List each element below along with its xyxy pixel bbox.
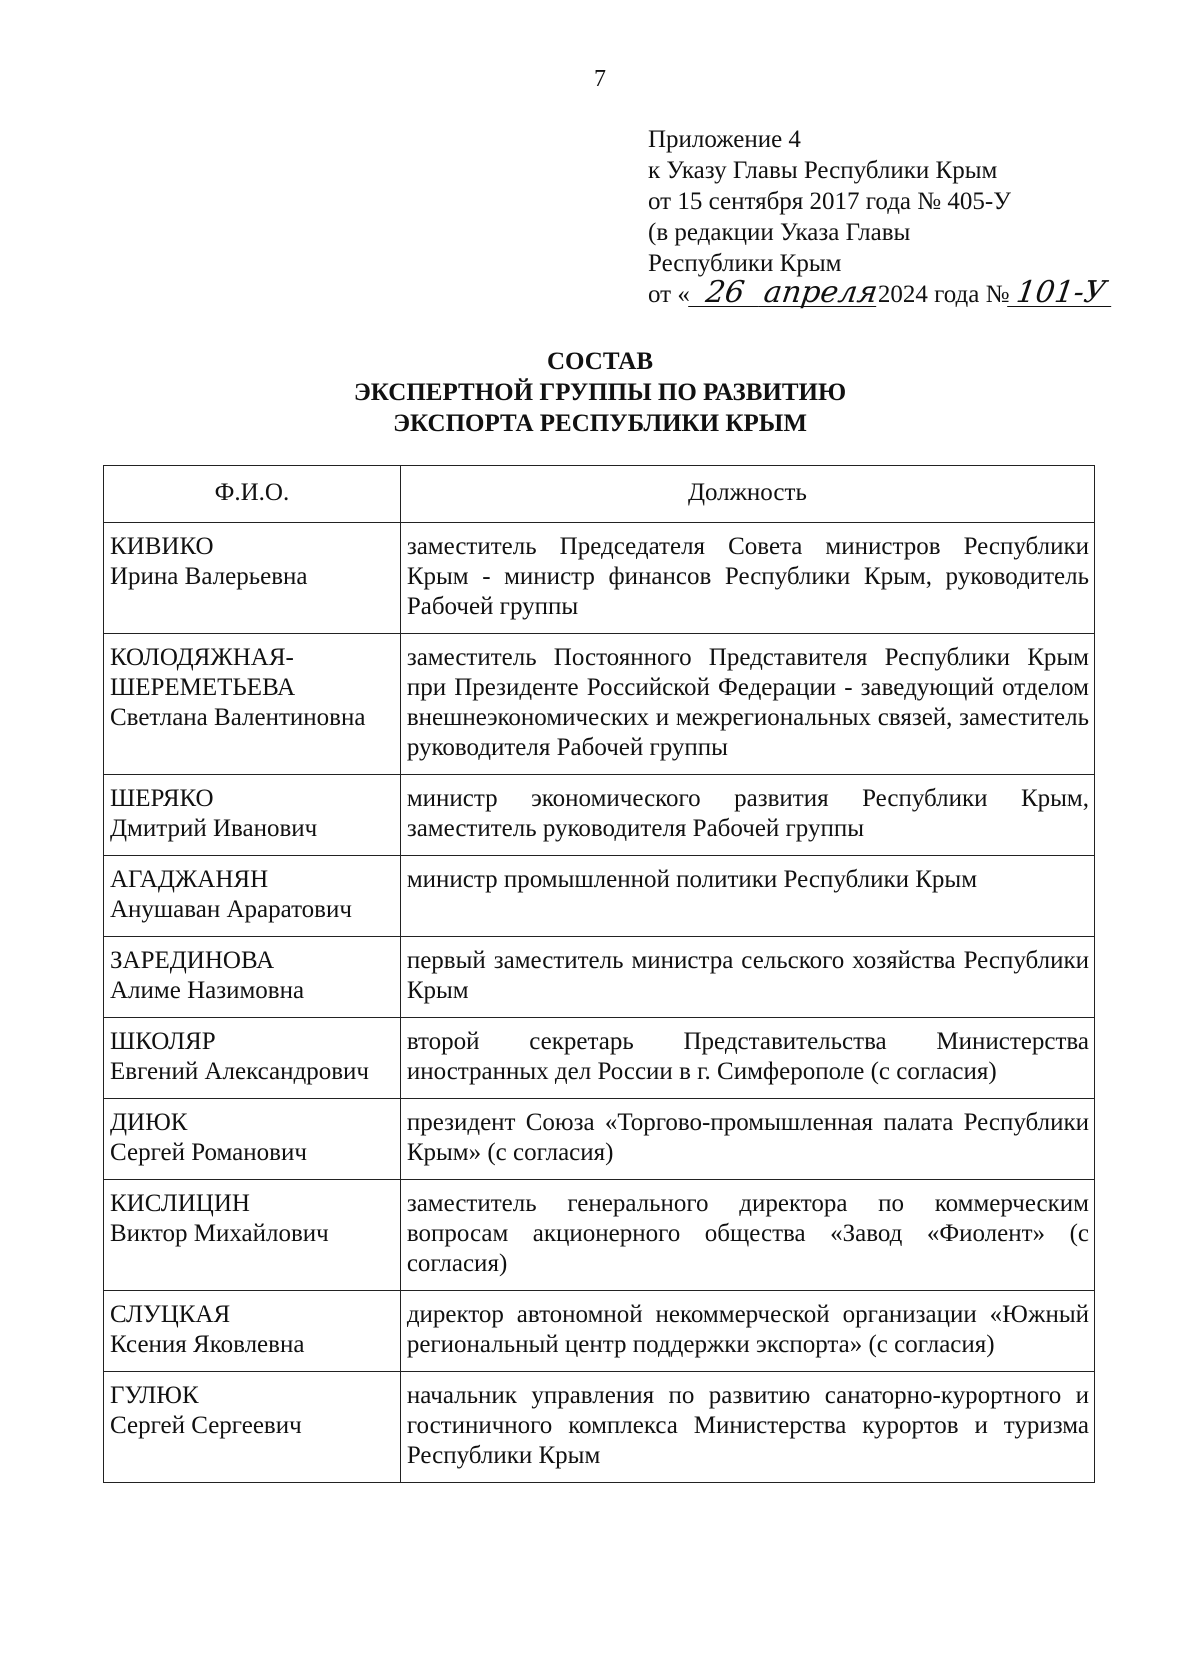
- table-row: [104, 523, 1095, 634]
- table-row: [104, 1180, 1095, 1291]
- member-given-names: Ирина Валерьевна: [110, 563, 308, 590]
- appendix-date-line: [648, 275, 1118, 310]
- member-position: второй секретарь Представительства Министерства иностранных дел России в г. Симферополе (с согласия): [400, 1018, 1094, 1099]
- member-surname: КОЛОДЯЖНАЯ-ШЕРЕМЕТЬЕВА: [110, 644, 296, 701]
- member-given-names: Алиме Назимовна: [110, 977, 305, 1004]
- header-name: Ф.И.О.: [104, 466, 401, 523]
- document-title: [0, 346, 1200, 439]
- page-number: 7: [594, 66, 606, 92]
- member-given-names: Сергей Сергеевич: [110, 1412, 302, 1439]
- appendix-line: от 15 сентября 2017 года № 405-У: [648, 188, 1011, 215]
- appendix-line: (в редакции Указа Главы: [648, 219, 911, 246]
- member-surname: ШКОЛЯР: [110, 1028, 216, 1055]
- title-line: СОСТАВ: [546, 348, 654, 375]
- table-row: [104, 634, 1095, 775]
- member-given-names: Виктор Михайлович: [110, 1220, 329, 1247]
- table-row: [104, 1099, 1095, 1180]
- member-given-names: Светлана Валентиновна: [110, 704, 366, 731]
- member-surname: ШЕРЯКО: [110, 785, 214, 812]
- member-name-cell: [104, 523, 401, 634]
- member-given-names: Анушаван Араратович: [110, 896, 352, 923]
- member-position: заместитель генерального директора по коммерческим вопросам акционерного общества «Завод «Фиолент» (с согласия): [400, 1180, 1094, 1291]
- member-given-names: Дмитрий Иванович: [110, 815, 318, 842]
- member-name-cell: [104, 1099, 401, 1180]
- member-name-cell: [104, 856, 401, 937]
- handwritten-day: 26: [688, 280, 762, 307]
- member-position: министр промышленной политики Республики Крым: [400, 856, 1094, 937]
- member-name-cell: [104, 1180, 401, 1291]
- member-position: заместитель Председателя Совета министров Республики Крым - министр финансов Республики Крым, руководитель Рабочей группы: [400, 523, 1094, 634]
- table-header-row: [104, 466, 1095, 523]
- member-name-cell: [104, 634, 401, 775]
- member-position: заместитель Постоянного Представителя Республики Крым при Президенте Российской Федерации - заведующий отделом внешнеэкономических и межрегиональных связей, заместитель руководителя Рабочей группы: [400, 634, 1094, 775]
- title-line: ЭКСПЕРТНОЙ ГРУППЫ ПО РАЗВИТИЮ: [353, 379, 847, 406]
- member-surname: ЗАРЕДИНОВА: [110, 947, 275, 974]
- handwritten-month: апреля: [758, 280, 880, 307]
- table-row: [104, 1372, 1095, 1483]
- table-row: [104, 937, 1095, 1018]
- members-table: [103, 465, 1095, 1483]
- member-name-cell: [104, 1372, 401, 1483]
- handwritten-number: 101-У: [1008, 280, 1116, 307]
- member-surname: ГУЛЮК: [110, 1382, 199, 1409]
- member-surname: СЛУЦКАЯ: [110, 1301, 231, 1328]
- member-name-cell: [104, 1018, 401, 1099]
- member-name-cell: [104, 1291, 401, 1372]
- table-row: [104, 1018, 1095, 1099]
- member-given-names: Сергей Романович: [110, 1139, 307, 1166]
- member-surname: КИСЛИЦИН: [110, 1190, 250, 1217]
- title-line: ЭКСПОРТА РЕСПУБЛИКИ КРЫМ: [393, 410, 807, 437]
- appendix-line: Приложение 4: [648, 126, 801, 153]
- appendix-block: [648, 124, 1118, 310]
- member-position: президент Союза «Торгово-промышленная палата Республики Крым» (с согласия): [400, 1099, 1094, 1180]
- member-name-cell: [104, 775, 401, 856]
- date-prefix: от «: [648, 281, 690, 308]
- table-body: [104, 523, 1095, 1483]
- member-surname: КИВИКО: [110, 533, 214, 560]
- header-position: Должность: [400, 466, 1094, 523]
- appendix-line: Республики Крым: [648, 250, 842, 277]
- date-year: 2024 года №: [877, 281, 1010, 308]
- member-position: первый заместитель министра сельского хозяйства Республики Крым: [400, 937, 1094, 1018]
- member-position: министр экономического развития Республики Крым, заместитель руководителя Рабочей группы: [400, 775, 1094, 856]
- appendix-line: к Указу Главы Республики Крым: [648, 157, 998, 184]
- member-surname: ДИЮК: [110, 1109, 188, 1136]
- table-row: [104, 1291, 1095, 1372]
- member-position: директор автономной некоммерческой организации «Южный региональный центр поддержки экспорта» (с согласия): [400, 1291, 1094, 1372]
- table-row: [104, 856, 1095, 937]
- member-surname: АГАДЖАНЯН: [110, 866, 269, 893]
- member-position: начальник управления по развитию санаторно-курортного и гостиничного комплекса Министерства курортов и туризма Республики Крым: [400, 1372, 1094, 1483]
- member-name-cell: [104, 937, 401, 1018]
- table-row: [104, 775, 1095, 856]
- member-given-names: Евгений Александрович: [110, 1058, 369, 1085]
- member-given-names: Ксения Яковлевна: [110, 1331, 305, 1358]
